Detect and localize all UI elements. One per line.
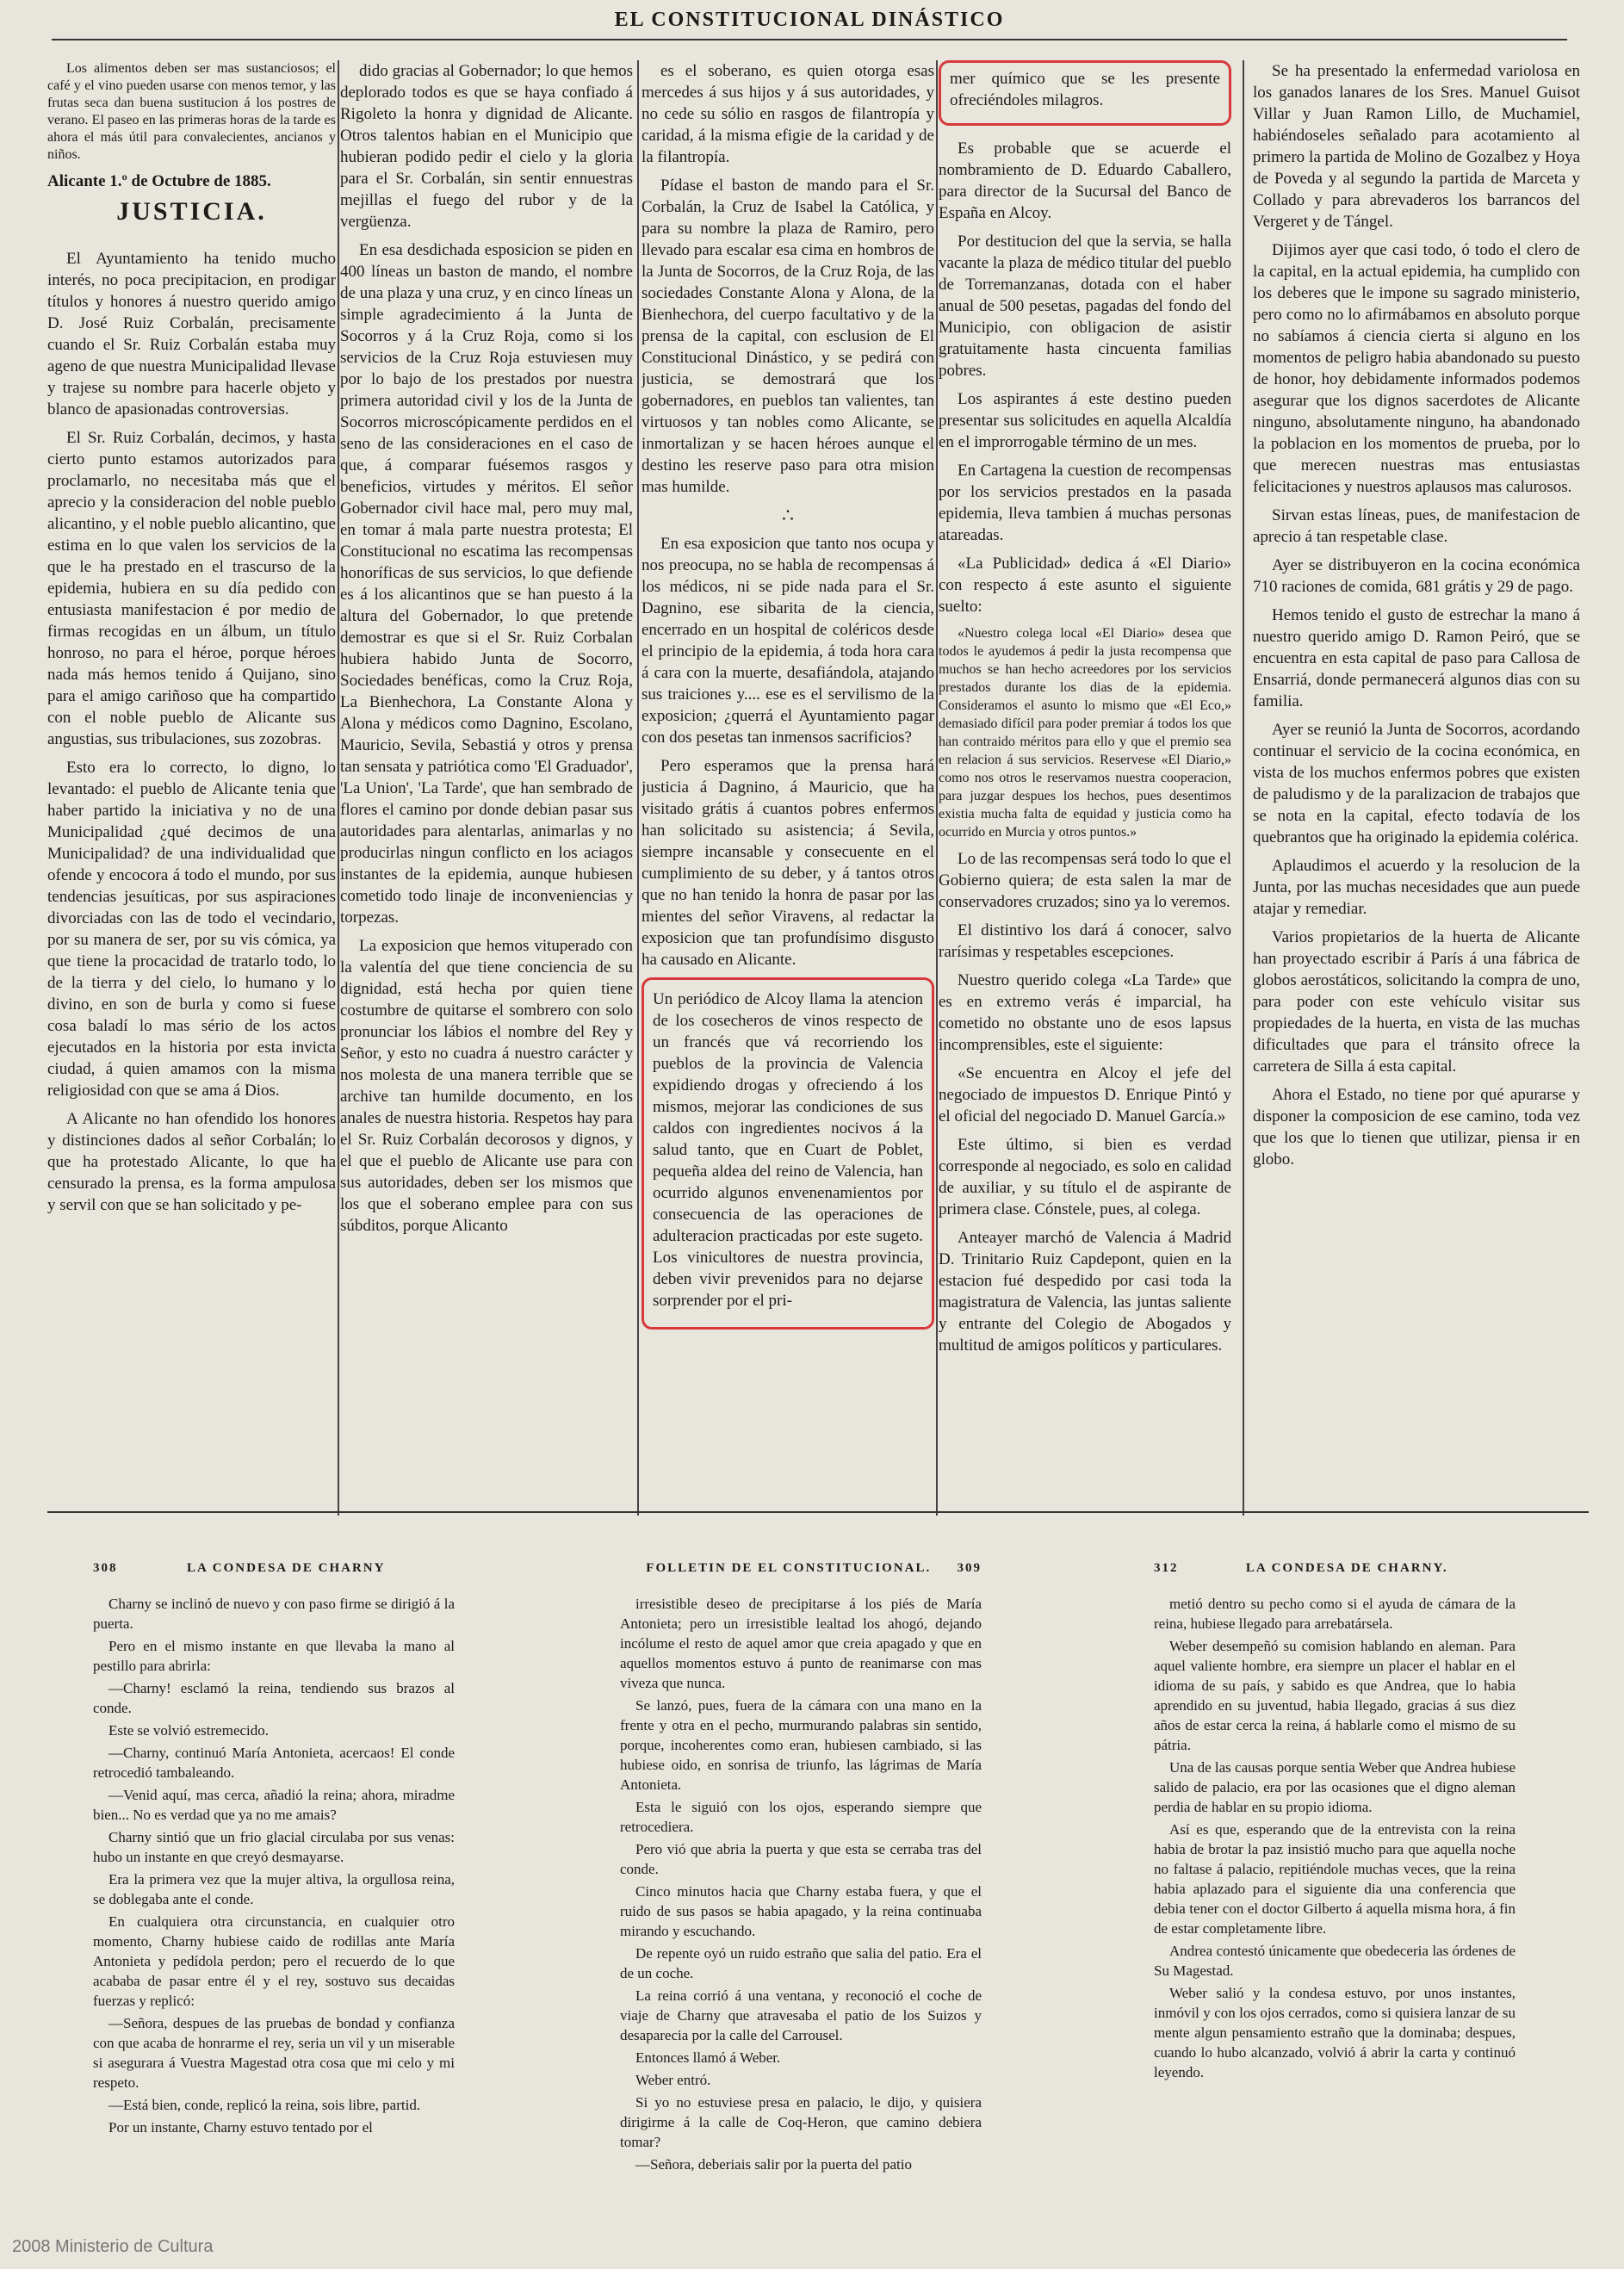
serial-paragraph: Una de las causas porque sentia Weber que Andrea hubiese salido de palacio, era por las ocasiones que el digno aleman perdia de hablar en su propio idioma. xyxy=(1154,1759,1516,1815)
ornament-asterism: ∴ xyxy=(782,505,794,526)
column-3 xyxy=(642,60,934,1494)
serial-paragraph: Era la primera vez que la mujer altiva, la orgullosa reina, se doblegaba ante el conde. xyxy=(93,1871,455,1907)
serial-paragraph: —Charny, continuó María Antonieta, acercaos! El conde retrocedió tambaleando. xyxy=(93,1745,455,1781)
paragraph: El distintivo los dará á conocer, salvo rarísimas y respetables escepciones. xyxy=(939,921,1231,961)
serial-paragraph: Pero en el mismo instante en que llevaba la mano al pestillo para abrirla: xyxy=(93,1638,455,1674)
serial-paragraph: —Está bien, conde, replicó la reina, sois libre, partid. xyxy=(108,2097,421,2113)
page-number: 309 xyxy=(957,1561,982,1575)
paragraph: Se ha presentado la enfermedad variolosa en los ganados lanares de los Sres. Manuel Guisot Villar y Juan Ramon Lillo, de Muchamiel, habiéndoseles señalado para acotamiento al primero la partida de Molino de Gozalbez y Hoya de Poveda y al segundo la partida de Marceta y Collado y para abrevaderos los barrancos del Vergeret y de Tángel. xyxy=(1253,62,1580,231)
paragraph: En Cartagena la cuestion de recompensas por los servicios prestados en la pasada epidemia, lleva tambien á muchas personas atareadas. xyxy=(939,462,1231,544)
paragraph: Dijimos ayer que casi todo, ó todo el clero de la capital, en la actual epidemia, ha cumplido con los deberes que le impone su sagrado ministerio, pero como no lo afirmábamos en absoluto porque no sabíamos á ciencia cierta si alguno en los momentos de peligro habia abandonado su puesto de honor, hoy debidamente informados podemos asegurar que los dignos sacerdotes de Alicante ninguno, absolutamente ninguno, ha abandonado la poblacion en los momentos de prueba, por lo que merecen nuestras mas entusiastas felicitaciones y nuestros aplausos mas calurosos. xyxy=(1253,241,1580,496)
article-title-justicia: JUSTICIA. xyxy=(116,197,267,226)
paragraph: Ayer se reunió la Junta de Socorros, acordando continuar el servicio de la cocina económica, en vista de los muchos enfermos pobres que existen de paludismo y de la paralizacion de trabajos que se nota en la capital, efecto todavía de los quebrantos que ha originado la epidemia colérica. xyxy=(1253,721,1580,846)
serial-paragraph: Entonces llamó á Weber. xyxy=(635,2049,781,2066)
dateline: Alicante 1.º de Octubre de 1885. xyxy=(47,172,271,190)
paragraph: Ahora el Estado, no tiene por qué apurarse y disponer la composicion de ese camino, toda vez que los que lo tienen que utilizar, piensa ir en globo. xyxy=(1253,1086,1580,1169)
paragraph: Pero esperamos que la prensa hará justicia á Dagnino, á Mauricio, que ha visitado grátis á cuantos pobres enfermos han solicitado su asistencia; á Sevila, siempre incansable y consecuente en el cumplimiento de su deber, y á tantos otros que no han tenido la honra de pasar por las mientes del señor Viravens, al redactar la exposicion que tan profundísimo disgusto ha causado en Alicante. xyxy=(642,757,934,969)
running-head: LA CONDESA DE CHARNY. xyxy=(1245,1561,1448,1575)
paragraph: La exposicion que hemos vituperado con la valentía del que tiene conciencia de su dignidad, está hecha por quien tiene costumbre de quitarse el sombrero con solo pronunciar los lábios el nombre del Rey y Señor, y esto no cuadra á nuestro carácter y nos molesta de una manera terrible que se archive tan humilde documento, en los anales de nuestra historia. Respetos hay para el Sr. Ruiz Corbalán decorosos y dignos, y el que el pueblo de Alicante use para con sus autoridades, deben ser los mismos que los que el soberano emplee para con sus súbditos, porque Alicanto xyxy=(340,937,633,1235)
serial-paragraph: —Venid aquí, mas cerca, añadió la reina; ahora, miradme bien... No es verdad que ya no me amais? xyxy=(93,1787,455,1823)
serial-header xyxy=(1154,1559,1516,1578)
serial-divider xyxy=(47,1511,1589,1513)
serial-paragraph: metió dentro su pecho como si el ayuda de cámara de la reina, hubiese llegado para arrebatársela. xyxy=(1154,1596,1516,1632)
column-divider xyxy=(338,60,339,1516)
running-head: LA CONDESA DE CHARNY xyxy=(187,1561,386,1575)
paragraph: Anteayer marchó de Valencia á Madrid D. Trinitario Ruiz Capdepont, quien en la estacion fué despedido por casi toda la magistratura de Valencia, las juntas saliente y entrante del Colegio de Abogados y multitud de amigos políticos y particulares. xyxy=(939,1229,1231,1355)
page-number: 312 xyxy=(1154,1561,1179,1575)
health-notice: Los alimentos deben ser mas sustanciosos; el café y el vino pueden usarse con menos temor, y las frutas seca dan buena sustitucion á los postres de verano. El paseo en las primeras horas de la tarde es ahora el más útil para convalecientes, ancianos y niños. xyxy=(47,61,336,162)
serial-paragraph: —Señora, deberiais salir por la puerta del patio xyxy=(635,2156,912,2173)
paragraph: «Se encuentra en Alcoy el jefe del negociado de impuestos D. Enrique Pintó y el oficial del negociado D. Manuel García.» xyxy=(939,1064,1231,1125)
serial-paragraph: Por un instante, Charny estuvo tentado por el xyxy=(108,2119,373,2136)
serial-paragraph: Este se volvió estremecido. xyxy=(108,1722,270,1739)
serial-paragraph: Así es que, esperando que de la entrevista con la reina habia de brotar la paz insistió mucho para que aquella noche no faltase á palacio, repitiéndole muchas veces, que la reina habia aplazado para el siguiente dia una conferencia que debia tener con el doctor Gilberto á aquella misma hora, á fin de estar completamente libre. xyxy=(1154,1821,1516,1937)
highlighted-text: mer químico que se les presente ofreciéndoles milagros. xyxy=(950,70,1220,109)
serial-paragraph: Weber entró. xyxy=(635,2072,711,2088)
paragraph: Hemos tenido el gusto de estrechar la mano á nuestro querido amigo D. Ramon Peiró, que se encuentra en esta capital de paso para Callosa de Ensarriá, donde permanecerá algunos dias con su familia. xyxy=(1253,606,1580,710)
highlighted-article-alcoy-wine xyxy=(642,977,934,1330)
paragraph: «La Publicidad» dedica á «El Diario» con respecto á este asunto el siguiente suelto: xyxy=(939,555,1231,616)
serial-header xyxy=(620,1559,982,1578)
serial-paragraph: irresistible deseo de precipitarse á los piés de María Antonieta; pero un irresistible lealtad los ahogó, dejando incólume el resto de aquel amor que creia apagado y que en aquellos momentos estuvo á punto de reanimarse con mas viveza que nunca. xyxy=(620,1596,982,1691)
paragraph: Por destitucion del que la servia, se halla vacante la plaza de médico titular del pueblo de Torremanzanas, dotada con el haber anual de 500 pesetas, pagadas del fondo del Municipio, con obligacion de asistir gratuitamente hasta cincuenta familias pobres. xyxy=(939,232,1231,380)
paragraph: Lo de las recompensas será todo lo que el Gobierno quiera; de esta salen la mar de conservadores cruzados; sino ya lo veremos. xyxy=(939,850,1231,911)
paragraph: En esa desdichada esposicion se piden en 400 líneas un baston de mando, el nombre de una plaza y una cruz, y en cinco líneas un simple agradecimiento á la Junta de Socorros y á la Cruz Roja, como si los servicios de la Cruz Roja estuviesen muy por lo bajo de los prestados por nuestra primera autoridad civil y los de la Junta de Socorros microscópicamente perdidos en el seno de las consideraciones en el caso de que, á comparar fuésemos rasgos y beneficios, virtudes y méritos. El señor Gobernador civil hace mal, pero muy mal, en tomar á mala parte nuestra protesta; El Constitucional no escatima las recompensas honoríficas de sus servicios, lo que defiende es á los alicantinos que se han puesto á la altura del Gobernador, lo que pretende demostrar es que si el Sr. Ruiz Corbalan hubiera habido Junta de Socorro, Sociedades benéficas, como la Cruz Roja, La Bienhechora, La Constante Alona y Alona y médicos como Dagnino, Escolano, Mauricio, Sevila, Sebastiá y otros y prensa tan sensata y patriótica como 'El Graduador', 'La Union', 'La Tarde', que han sembrado de flores el camino por donde debian pasar sus autoridades para alentarlas, animarlas y no producirlas ningun conflicto en los aciagos instantes de la epidemia, aunque hubiesen cometido todo linaje de inconveniencias y torpezas. xyxy=(340,241,633,927)
paragraph: A Alicante no han ofendido los honores y distinciones dados al señor Corbalán; lo que ha protestado Alicante, lo que ha censurado la prensa, es la forma ampulosa y servil con que se han solicitado y pe- xyxy=(47,1110,336,1214)
column-divider xyxy=(1243,60,1244,1516)
column-divider xyxy=(637,60,639,1516)
serial-paragraph: Si yo no estuviese presa en palacio, le dijo, y quisiera dirigirme á la calle de Coq-Heron, que camino debiera tomar? xyxy=(620,2094,982,2150)
serial-paragraph: En cualquiera otra circunstancia, en cualquier otro momento, Charny hubiese caido de rodillas ante María Antonieta y pedídola perdon; pero el recuerdo de lo que acababa de pasar entre él y el rey, sostuvo sus decaidas fuerzas y replicó: xyxy=(93,1913,455,2009)
serial-paragraph: Andrea contestó únicamente que obedeceria las órdenes de Su Magestad. xyxy=(1154,1943,1516,1979)
column-2 xyxy=(340,60,633,1494)
serial-paragraph: Weber desempeñó su comision hablando en aleman. Para aquel valiente hombre, era siempre un placer el hablar en el idioma de su país, y sabido es que Andrea, que lo habia aprendido en su juventud, habia llegado, gracias á sus diez años de estar cerca la reina, á hablarle como el mismo de su pátria. xyxy=(1154,1638,1516,1753)
paragraph: Pídase el baston de mando para el Sr. Corbalán, la Cruz de Isabel la Católica, y para su nombre la plaza de Ramiro, pero llevado para escalar esa cima en hombros de la Junta de Socorros, de la Cruz Roja, de las sociedades Constante Alona y Alona, de la Bienhechora, del cuerpo facultativo y de la prensa de la capital, con esclusion de El Constitucional Dinástico, y se pedirá con justicia, se demostrará que los gobernadores, en pueblos tan valientes, tan virtuosos y tan nobles como Alicante, se inmortalizan y se hacen héroes aunque el destino les reserve paso para otra mision mas humilde. xyxy=(642,177,934,496)
serial-middle-page xyxy=(620,1559,982,2187)
serial-header xyxy=(93,1559,455,1578)
serial-left-page xyxy=(93,1559,455,2187)
paragraph: dido gracias al Gobernador; lo que hemos deplorado todos es que se haya confiado á Rigoleto la honra y dignidad de Alicante. Otros talentos habian en el Municipio que hubieran podido pedir el cielo y la gloria para el Sr. Corbalán, sin sentir ennuestras mejillas el fuego del rubor y de la vergüenza. xyxy=(340,62,633,231)
column-4 xyxy=(939,60,1231,1494)
masthead: EL CONSTITUCIONAL DINÁSTICO xyxy=(52,9,1567,40)
serial-paragraph: Esta le siguió con los ojos, esperando siempre que retrocediera. xyxy=(620,1799,982,1835)
paragraph: Es probable que se acuerde el nombramiento de D. Eduardo Caballero, para director de la Sucursal del Banco de España en Alcoy. xyxy=(939,139,1231,222)
running-head: FOLLETIN DE EL CONSTITUCIONAL. xyxy=(646,1561,932,1575)
serial-paragraph: —Señora, despues de las pruebas de bondad y confianza con que acaba de honrarme el rey, seria un vil y un miserable si asegurara á Vuestra Magestad otra cosa que mi celo y mi respeto. xyxy=(93,2015,455,2091)
quoted-passage: «Nuestro colega local «El Diario» desea que todos le ayudemos á pedir la justa recompensa que muchos se han hecho acreedores por los servicios prestados durante los dias de la epidemia. Consideramos el asunto lo mismo que «El Eco,» demasiado difícil para poder premiar á todos los que han contraido méritos para ello y que el premio sea en relacion á sus servicios. Reservese «El Diario,» como nos otros le reservamos nuestra cooperacion, para juzgar despues los hechos, pues desentimos existia mucha falta de equidad y justicia como ha ocurrido en Murcia y otros puntos.» xyxy=(939,626,1231,840)
paragraph: Este último, si bien es verdad corresponde al negociado, es solo en calidad de auxiliar, y su título el de aspirante de primera clase. Cónstele, pues, al colega. xyxy=(939,1136,1231,1218)
paragraph: Aplaudimos el acuerdo y la resolucion de la Junta, por las muchas necesidades que aun puede atajar y remediar. xyxy=(1253,857,1580,918)
serial-paragraph: Cinco minutos hacia que Charny estaba fuera, y que el ruido de sus pasos se habia apagado, y la reina continuaba mirando y escuchando. xyxy=(620,1883,982,1939)
paragraph: En esa exposicion que tanto nos ocupa y nos preocupa, no se habla de recompensas á los médicos, ni se pide nada para el Sr. Dagnino, ese sibarita de la ciencia, encerrado en un hospital de coléricos desde el principio de la epidemia, á toda hora cara á cara con la muerte, desafiándola, atajando sus traiciones y.... ese es el servilismo de la exposicion; ¿querrá el Ayuntamiento pagar con dos pesetas tan inmensos sacrificios? xyxy=(642,535,934,747)
watermark: 2008 Ministerio de Cultura xyxy=(12,2237,214,2256)
serial-paragraph: De repente oyó un ruido estraño que salia del patio. Era el de un coche. xyxy=(620,1945,982,1981)
paragraph: Los aspirantes á este destino pueden presentar sus solicitudes en aquella Alcaldía en el improrrogable término de un mes. xyxy=(939,390,1231,451)
column-5 xyxy=(1253,60,1580,1494)
serial-paragraph: Weber salió y la condesa estuvo, por unos instantes, inmóvil y con los ojos cerrados, como si quisiera lanzar de su mente algun pensamiento estraño que la dominaba; despues, cuando lo hubo alcanzado, volvió á abrir la carta y continuó leyendo. xyxy=(1154,1985,1516,2080)
serial-paragraph: —Charny! esclamó la reina, tendiendo sus brazos al conde. xyxy=(93,1680,455,1716)
serial-paragraph: La reina corrió á una ventana, y reconoció el coche de viaje de Charny que atravesaba el patio de los Suizos y desaparecia por la calle del Carrousel. xyxy=(620,1987,982,2043)
paragraph: Nuestro querido colega «La Tarde» que es en extremo verás é imparcial, ha cometido no obstante uno de esos lapsus incomprensibles, este el siguiente: xyxy=(939,971,1231,1054)
paragraph: Varios propietarios de la huerta de Alicante han proyectado escribir á París á una fábrica de globos aerostáticos, solicitando la compra de uno, para poder con este vehículo visitar sus propiedades de la huerta, en vista de las muchas dificultades que para el tránsito ofrece la carretera de Silla á esta capital. xyxy=(1253,928,1580,1076)
serial-paragraph: Pero vió que abria la puerta y que esta se cerraba tras del conde. xyxy=(620,1841,982,1877)
column-divider xyxy=(936,60,938,1516)
paragraph: es el soberano, es quien otorga esas mercedes á sus hijos y á sus autoridades, y no cede su sólio en rasgos de filantropía y caridad, á la misma efigie de la caridad y de la filantropía. xyxy=(642,62,934,166)
paragraph: El Sr. Ruiz Corbalán, decimos, y hasta cierto punto estamos autorizados para proclamarlo, no necesitaba más que el aprecio y la consideracion del noble pueblo alicantino, y el noble pueblo alicantino, que estima en lo que valen los servicios de la que le ha prestado en el trascurso de la epidemia, hubiera en su día pedido con entusiasta manifestacion é por medio de firmas recogidas en un álbum, un título honroso, no para el héroe, porque héroes nada más hemos tenido á Quijano, sino para el amigo cariñoso que ha compartido con el noble pueblo de Alicante sus angustias, sus tribulaciones, sus zozobras. xyxy=(47,429,336,748)
serial-right-page xyxy=(1154,1559,1516,2187)
highlighted-continuation xyxy=(939,60,1231,126)
column-1 xyxy=(47,60,336,1494)
serial-paragraph: Charny sintió que un frio glacial circulaba por sus venas: hubo un instante en que creyó desmayarse. xyxy=(93,1829,455,1865)
paragraph: Sirvan estas líneas, pues, de manifestacion de aprecio á tan respetable clase. xyxy=(1253,506,1580,546)
serial-paragraph: Charny se inclinó de nuevo y con paso firme se dirigió á la puerta. xyxy=(93,1596,455,1632)
page-number: 308 xyxy=(93,1561,118,1575)
paragraph: El Ayuntamiento ha tenido mucho interés, no poca precipitacion, en prodigar títulos y honores á nuestro querido amigo D. José Ruiz Corbalán, precisamente cuando el Sr. Ruiz Corbalán estaba muy ageno de que nuestra Municipalidad llevase y trajese su nombre para hacerle objeto y blanco de apasionadas controversias. xyxy=(47,250,336,418)
paragraph: Esto era lo correcto, lo digno, lo levantado: el pueblo de Alicante tenia que haber partido la iniciativa y no de una Municipalidad ¿qué decimos de una Municipalidad? de una individualidad que ofende y encocora á todo el mundo, por sus tendencias jesuíticas, por sus aspiraciones divorciadas con las de todo el vecindario, por su manera de ser, por su vis cómica, ya que tiene la procacidad de tratarlo todo, lo de la tierra y del cielo, lo humano y lo divino, en son de burla y como si fuese cosa baladí lo mas sério de los actos ejecutados en la historia por esta invicta ciudad, á quien amamos con la misma religiosidad con que se ama á Dios. xyxy=(47,759,336,1100)
highlighted-text: Un periódico de Alcoy llama la atencion de los cosecheros de vinos respecto de un francés que vá recorriendo los pueblos de la provincia de Valencia expidiendo drogas y ofreciendo á los mismos, mejorar las condiciones de sus caldos con ingredientes nocivos á la salud tanto, que en Cuart de Poblet, pequeña aldea del reino de Valencia, han ocurrido algunos envenenamientos por consecuencia de las operaciones de adulteracion practicadas por este sugeto. Los vinicultores de nuestra provincia, deben vivir prevenidos para no dejarse sorprender por el pri- xyxy=(653,990,923,1310)
serial-paragraph: Se lanzó, pues, fuera de la cámara con una mano en la frente y otra en el pecho, murmurando palabras sin sentido, porque, incoherentes como eran, hubiesen cambiado, si las hubiese oido, en sonrisa de triunfo, las lágrimas de María Antonieta. xyxy=(620,1697,982,1793)
paragraph: Ayer se distribuyeron en la cocina económica 710 raciones de comida, 681 grátis y 29 de pago. xyxy=(1253,556,1580,596)
